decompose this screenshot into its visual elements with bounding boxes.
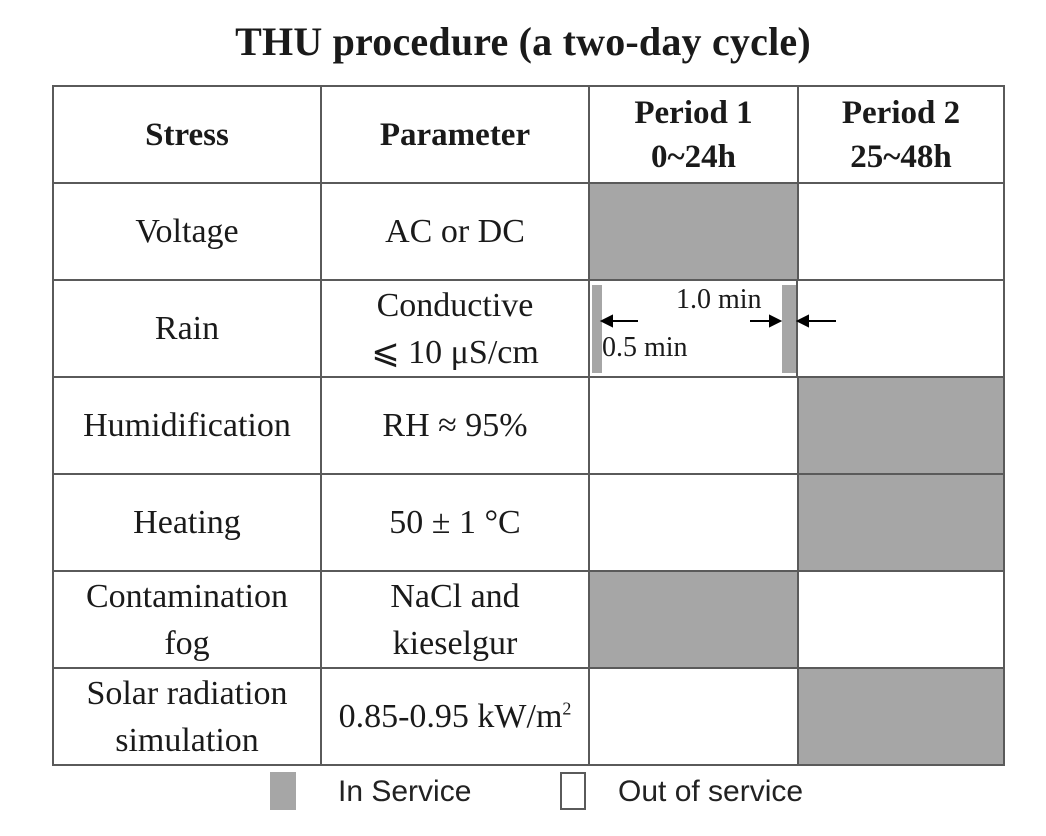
stress-cell <box>53 377 321 474</box>
parameter-label: kieselgur <box>392 624 518 662</box>
period-2-name: Period 2 <box>841 94 961 131</box>
period-2-status-cell <box>798 474 1004 571</box>
legend <box>0 768 1046 818</box>
legend-in-service-swatch <box>270 772 296 810</box>
parameter-label: RH ≈ 95% <box>382 407 528 444</box>
table-row <box>53 474 1004 571</box>
header-period-2 <box>798 86 1004 183</box>
table-row <box>53 280 1004 377</box>
arrow-head <box>602 316 612 326</box>
rain-cycle-cell <box>589 280 1004 377</box>
header-row <box>53 86 1004 183</box>
period-2-status-cell <box>798 183 1004 280</box>
thu-procedure-table <box>52 85 1005 766</box>
parameter-label: 0.85-0.95 kW/m <box>338 698 563 735</box>
stress-cell <box>53 183 321 280</box>
arrow-head <box>770 316 780 326</box>
stress-label: fog <box>164 624 210 662</box>
stress-label: Rain <box>154 310 220 347</box>
period-2-range: 25~48h <box>850 138 952 175</box>
stress-label: Humidification <box>83 407 291 444</box>
parameter-cell <box>321 668 589 765</box>
period-2-status-cell <box>798 571 1004 668</box>
table-row <box>53 571 1004 668</box>
period-1-status-cell <box>589 571 798 668</box>
stress-cell <box>53 474 321 571</box>
table-title: THU procedure (a two-day cycle) <box>235 19 811 64</box>
rain-on-duration: 0.5 min <box>602 332 688 363</box>
stress-label: Solar radiation <box>86 674 288 712</box>
period-2-status-cell <box>798 377 1004 474</box>
parameter-cell <box>321 474 589 571</box>
period-2-status-cell <box>798 668 1004 765</box>
arrow-head <box>798 316 808 326</box>
parameter-superscript: 2 <box>562 698 572 719</box>
legend-out-of-service-swatch <box>560 772 586 810</box>
stress-label: Heating <box>133 504 241 541</box>
legend-out-of-service-label: Out of service <box>618 775 804 808</box>
parameter-label: ⩽ 10 μS/cm <box>371 333 539 371</box>
period-1-status-cell <box>589 377 798 474</box>
parameter-label: NaCl and <box>390 577 520 615</box>
rain-off-duration: 1.0 min <box>676 284 762 315</box>
table-row <box>53 377 1004 474</box>
stress-label: simulation <box>115 721 259 759</box>
stress-cell <box>53 280 321 377</box>
stress-label: Contamination <box>85 577 289 615</box>
parameter-label: Conductive <box>376 286 534 324</box>
parameter-cell <box>321 377 589 474</box>
header-period-1 <box>589 86 798 183</box>
header-parameter: Parameter <box>321 86 589 183</box>
parameter-label: 50 ± 1 °C <box>389 504 521 541</box>
stress-cell <box>53 668 321 765</box>
stress-label: Voltage <box>135 213 239 250</box>
period-1-name: Period 1 <box>634 94 753 131</box>
parameter-cell <box>321 571 589 668</box>
period-1-range: 0~24h <box>650 138 736 175</box>
period-1-status-cell <box>589 668 798 765</box>
period-1-status-cell <box>589 183 798 280</box>
table-row <box>53 183 1004 280</box>
legend-in-service-label: In Service <box>338 775 472 808</box>
stress-cell <box>53 571 321 668</box>
parameter-cell <box>321 280 589 377</box>
header-stress: Stress <box>53 86 321 183</box>
table-row <box>53 668 1004 765</box>
parameter-cell <box>321 183 589 280</box>
period-1-status-cell <box>589 474 798 571</box>
parameter-label: AC or DC <box>385 213 525 250</box>
